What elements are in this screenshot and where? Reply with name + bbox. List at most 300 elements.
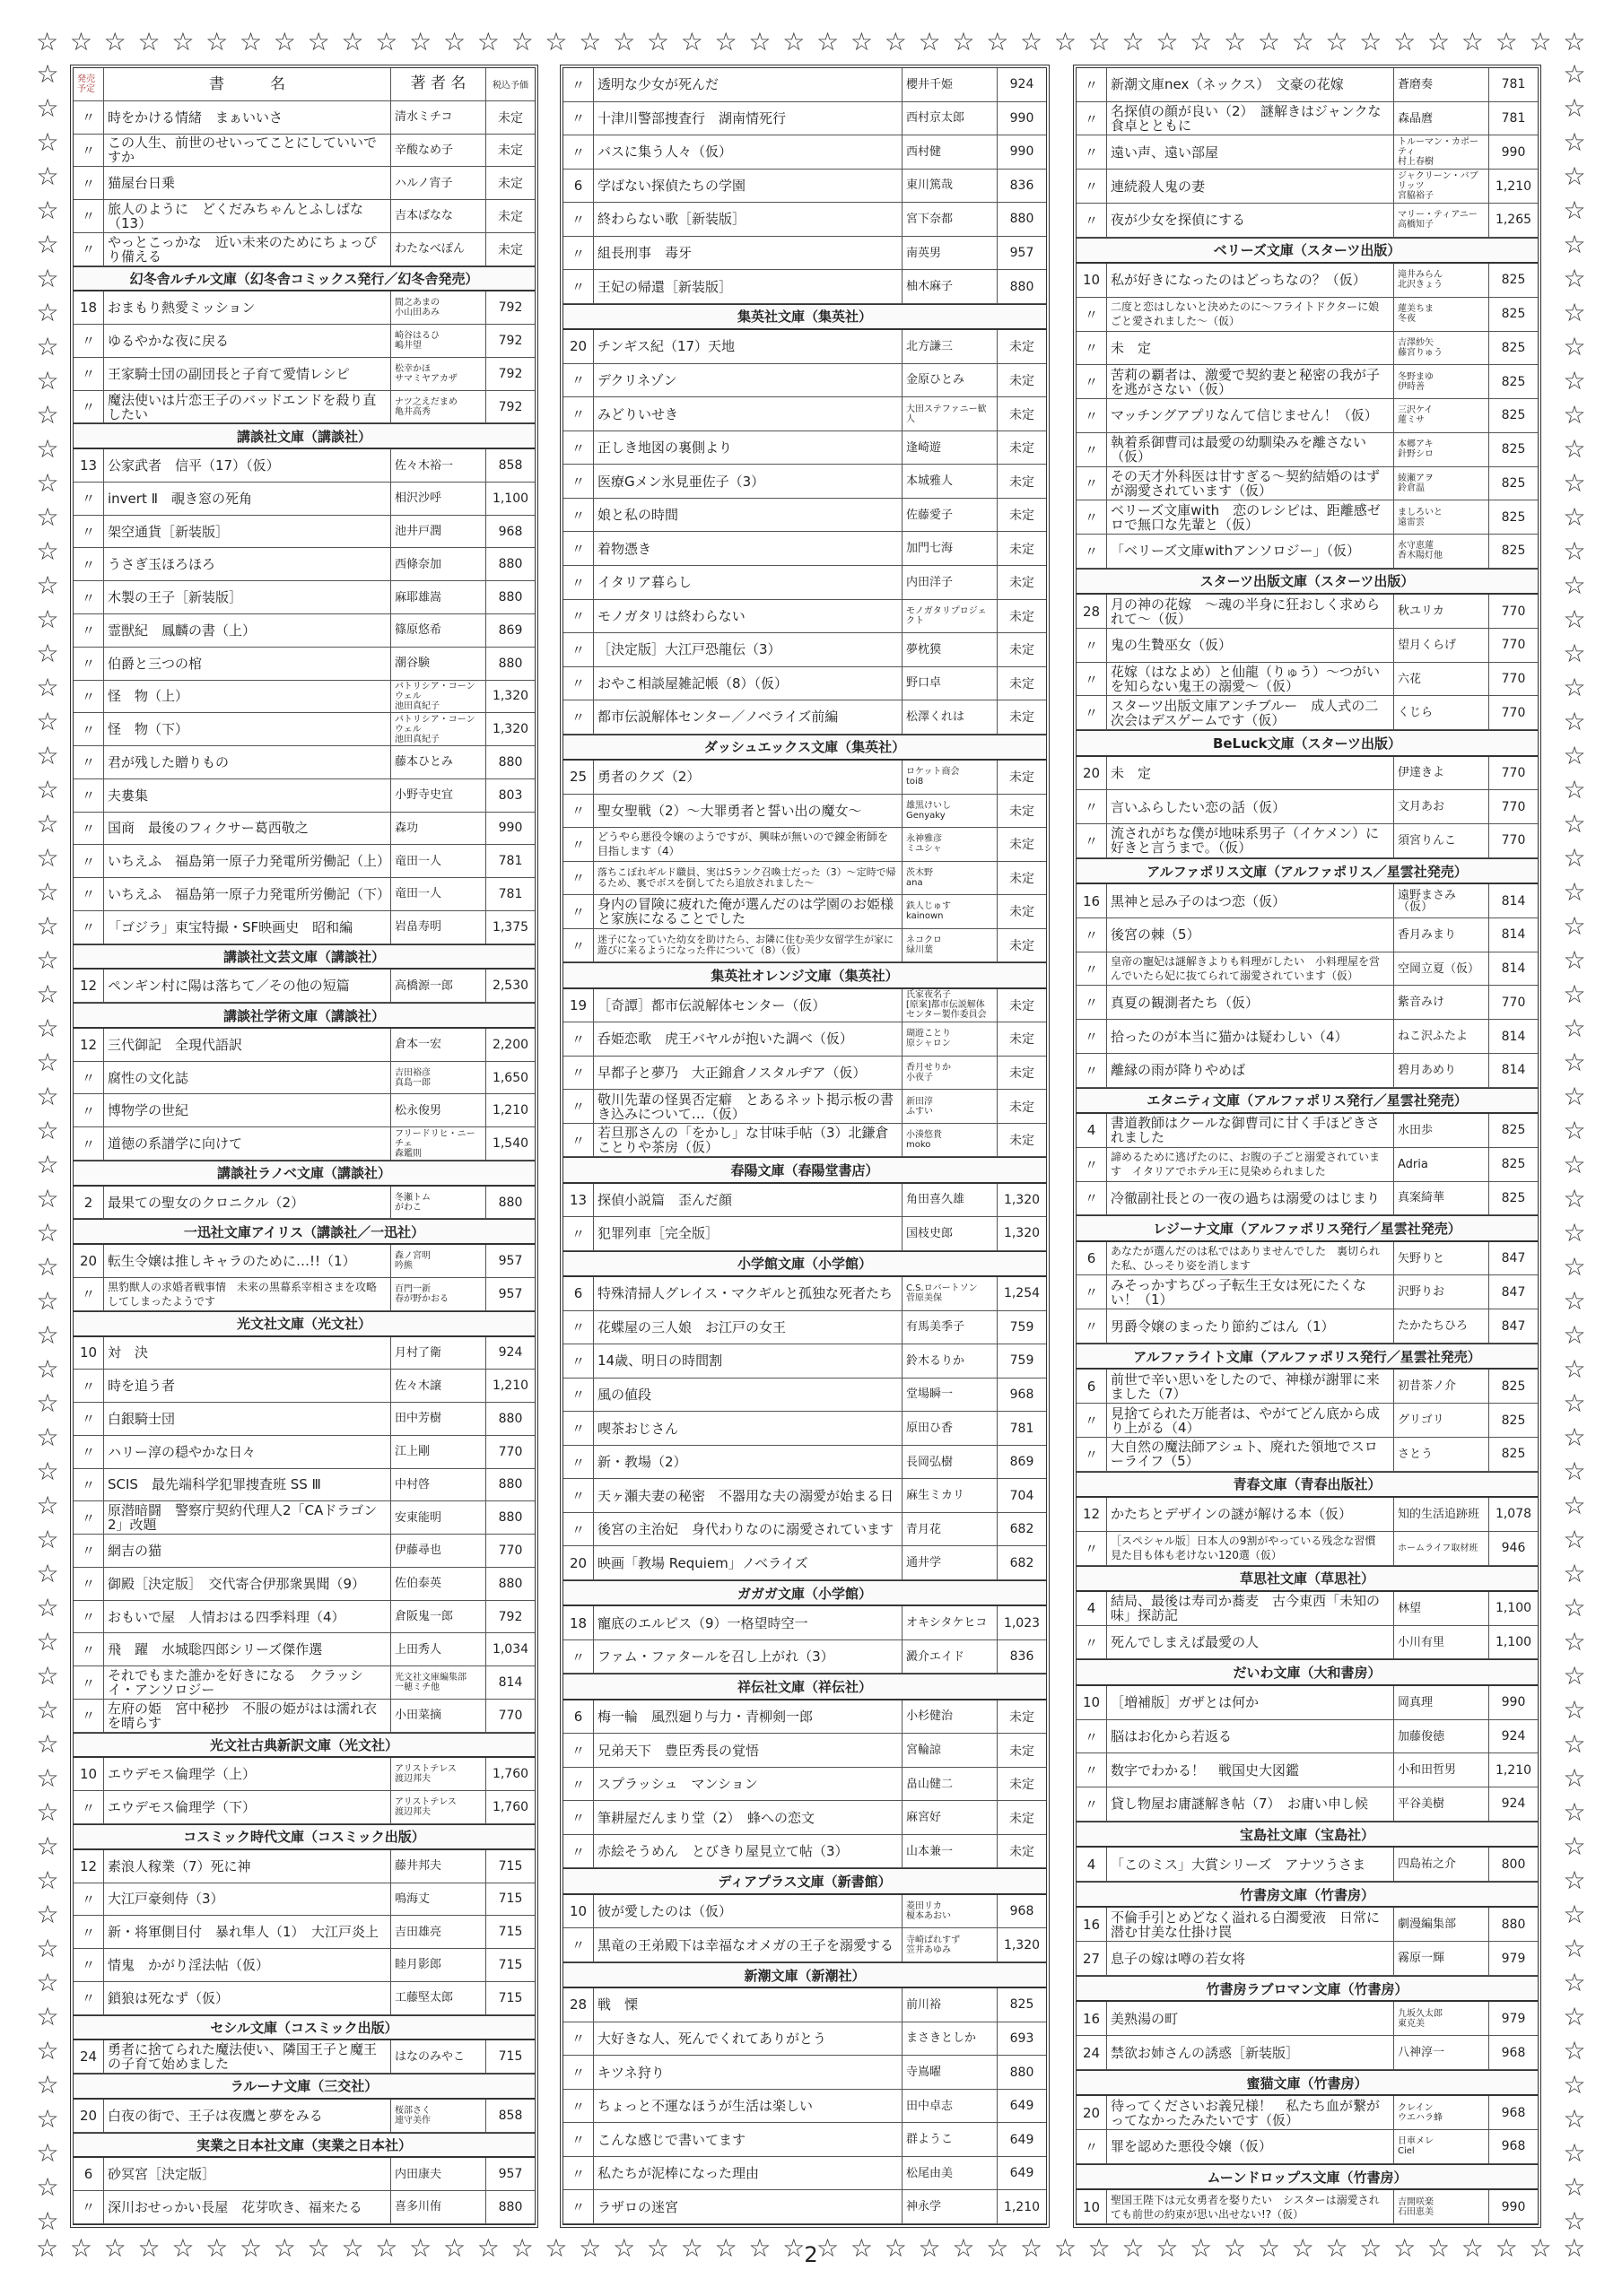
book-title: いちえふ 福島第一原子力発電所労働記（下）	[104, 878, 391, 910]
author-name: フリードリヒ・ニーチェ 森鑑則	[391, 1127, 486, 1160]
release-date: 〃	[1077, 629, 1107, 662]
book-row	[74, 614, 535, 648]
author-name: 氏家夜名子 [原案]都市伝説解体センター製作委員会	[903, 989, 998, 1022]
release-date: 〃	[74, 845, 104, 877]
book-title: 深川おせっかい長屋 花芽吹き、福来たる	[104, 2191, 391, 2223]
star-icon: ☆	[782, 2233, 806, 2263]
author-name: 倉本一宏	[391, 1029, 486, 1061]
book-title: 時をかける情緒 まぁいいさ	[104, 101, 391, 134]
star-icon: ☆	[510, 27, 534, 57]
author-name: 神永学	[903, 2190, 998, 2223]
release-date: 〃	[563, 600, 594, 633]
author-name: 喜多川侑	[391, 2191, 486, 2223]
book-title: 国商 最後のフィクサー葛西敬之	[104, 813, 391, 845]
book-row	[1077, 1942, 1538, 1976]
release-date: 〃	[1077, 535, 1107, 568]
author-name: 竜田一人	[391, 845, 486, 877]
book-title: 透明な少女が死んだ	[594, 68, 903, 101]
book-row	[74, 1029, 535, 1062]
author-name: 松澤くれは	[903, 700, 998, 734]
book-row	[74, 1883, 535, 1917]
release-date: 〃	[563, 1090, 594, 1123]
star-icon: ☆	[579, 27, 602, 57]
book-title: 十津川警部捜査行 湖南情死行	[594, 102, 903, 135]
book-title: 皇帝の寵妃は謎解きよりも料理がしたい 小料理屋を営んでいたら妃に抜てられて溺愛されています（仮）	[1107, 952, 1394, 986]
book-title: 王家騎士団の副団長と子育て愛情レシピ	[104, 358, 391, 390]
release-date: 〃	[74, 648, 104, 680]
star-icon: ☆	[476, 27, 500, 57]
release-date: 〃	[563, 270, 594, 303]
author-name: 寺嶌曜	[903, 2056, 998, 2089]
star-icon: ☆	[36, 1320, 59, 1350]
author-name: オキシタケヒコ	[903, 1606, 998, 1639]
price: 968	[1009, 1387, 1034, 1402]
star-icon: ☆	[1563, 639, 1586, 668]
author-name: 松尾由美	[903, 2157, 998, 2190]
release-date: 〃	[1077, 399, 1107, 432]
book-row	[1077, 595, 1538, 629]
author-name: 藤本ひとみ	[391, 746, 486, 778]
book-title: スプラッシュ マンション	[594, 1768, 903, 1801]
star-icon: ☆	[850, 2233, 873, 2263]
book-row	[74, 291, 535, 325]
book-title: 流されがちな僕が地味系男子（イケメン）に好きと言うまで。（仮）	[1107, 824, 1394, 857]
book-row	[563, 1801, 1046, 1835]
price: 649	[1009, 2099, 1034, 2114]
release-date: 〃	[1077, 986, 1107, 1019]
book-row	[74, 358, 535, 391]
price: 825	[1501, 273, 1526, 288]
book-row	[563, 700, 1046, 735]
book-row	[74, 970, 535, 1003]
price: 880	[498, 1510, 523, 1526]
author-name: 岩畠寿明	[391, 911, 486, 944]
price: 836	[1009, 178, 1034, 193]
release-date: 〃	[563, 203, 594, 236]
star-icon: ☆	[1563, 536, 1586, 566]
author-name: 秋ユリカ	[1394, 595, 1489, 628]
price: 1,320	[492, 722, 529, 737]
book-title: 私たちが泥棒になった理由	[594, 2157, 903, 2190]
release-date: 〃	[563, 2056, 594, 2089]
book-title: 黒神と忌み子のはつ恋（仮）	[1107, 884, 1394, 918]
release-date: 〃	[1077, 1182, 1107, 1215]
book-row	[563, 2157, 1046, 2191]
star-icon: ☆	[36, 434, 59, 464]
price: 未定	[1009, 1744, 1034, 1759]
book-row	[563, 1184, 1046, 1218]
price: 781	[498, 854, 523, 869]
author-name: 田中卓志	[903, 2090, 998, 2123]
release-date: 〃	[1077, 500, 1107, 534]
author-name: 西條奈加	[391, 548, 486, 580]
price: 未定	[498, 209, 523, 224]
price: 825	[1501, 442, 1526, 457]
release-date: 6	[563, 1277, 594, 1310]
star-icon: ☆	[36, 2138, 59, 2168]
book-row	[1077, 1438, 1538, 1472]
book-row	[1077, 663, 1538, 697]
book-row	[563, 1768, 1046, 1802]
author-name: 沢野りお	[1394, 1275, 1489, 1309]
author-name: 矢野りと	[1394, 1242, 1489, 1275]
release-date: 〃	[563, 2157, 594, 2190]
book-row	[563, 761, 1046, 795]
star-icon: ☆	[1563, 298, 1586, 327]
star-icon: ☆	[307, 27, 330, 57]
star-icon: ☆	[1563, 1048, 1586, 1077]
release-date: 〃	[74, 1501, 104, 1534]
release-date: 20	[563, 330, 594, 363]
book-title: 王妃の帰還［新装版］	[594, 270, 903, 303]
price: 1,034	[492, 1642, 529, 1657]
book-row	[74, 746, 535, 779]
author-name: 水田歩	[1394, 1114, 1489, 1147]
book-row	[74, 878, 535, 911]
book-row	[74, 101, 535, 135]
price: 未定	[1009, 998, 1034, 1013]
price: 825	[1501, 1190, 1526, 1205]
publisher-section-header: 集英社オレンジ文庫（集英社）	[563, 962, 1046, 988]
page-number: 2	[804, 2242, 818, 2267]
price: 968	[1501, 2105, 1526, 2120]
price: 682	[1009, 1522, 1034, 1537]
price: 1,210	[492, 1103, 529, 1118]
release-date: 〃	[74, 167, 104, 199]
release-date: 13	[74, 449, 104, 482]
book-row	[74, 1469, 535, 1502]
book-title: ペンギン村に陽は落ちて／その他の短篇	[104, 970, 391, 1002]
price: 未定	[1009, 643, 1034, 658]
publisher-section-header: BeLuck文庫（スターツ出版）	[1077, 730, 1538, 756]
star-icon: ☆	[1563, 230, 1586, 259]
release-date: 〃	[563, 532, 594, 565]
book-row	[563, 2022, 1046, 2057]
author-name: 麻宮好	[903, 1801, 998, 1834]
star-icon: ☆	[36, 673, 59, 702]
release-date: 〃	[563, 2090, 594, 2123]
book-title: 大江戸豪剣侍（3）	[104, 1883, 391, 1916]
release-date: 〃	[563, 1768, 594, 1801]
author-name: 日車メレ Ciel	[1394, 2130, 1489, 2163]
release-date: 12	[74, 1850, 104, 1883]
star-icon: ☆	[36, 1082, 59, 1111]
price: 814	[498, 1675, 523, 1691]
price: 880	[498, 1195, 523, 1210]
star-icon: ☆	[1563, 366, 1586, 396]
book-row	[1077, 170, 1538, 204]
release-date: 10	[74, 1758, 104, 1790]
book-row	[74, 2158, 535, 2191]
book-title: 霊獣紀 鳳麟の書（上）	[104, 614, 391, 647]
release-date: 〃	[1077, 1309, 1107, 1343]
price: 825	[1009, 1997, 1034, 2013]
star-icon: ☆	[36, 843, 59, 873]
book-title: ［奇譚］都市伝説解体センター（仮）	[594, 989, 903, 1022]
book-row	[1077, 467, 1538, 501]
star-icon: ☆	[1495, 27, 1518, 57]
author-name: 文月あお	[1394, 790, 1489, 823]
author-name: 紫音みけ	[1394, 986, 1489, 1019]
star-icon: ☆	[171, 2233, 195, 2263]
price: 957	[498, 1286, 523, 1301]
price: 957	[498, 2167, 523, 2182]
star-icon: ☆	[36, 1627, 59, 1657]
book-title: 私が好きになったのはどっちなの？（仮）	[1107, 264, 1394, 297]
publisher-section-header: 講談社文庫（講談社）	[74, 423, 535, 449]
publisher-section-header: 青春文庫（青春出版社）	[1077, 1472, 1538, 1498]
book-row	[74, 548, 535, 581]
star-icon: ☆	[69, 2233, 92, 2263]
release-date: 〃	[74, 516, 104, 548]
release-date: 20	[74, 2100, 104, 2132]
star-icon: ☆	[36, 1797, 59, 1827]
price: 1,760	[492, 1800, 529, 1815]
book-title: こんな感じで書いてます	[594, 2123, 903, 2156]
book-title: 映画「教場 Requiem」ノベライズ	[594, 1546, 903, 1579]
star-icon: ☆	[1563, 1831, 1586, 1861]
release-date: 10	[1077, 2190, 1107, 2223]
release-date: 18	[74, 291, 104, 324]
price: 1,320	[492, 689, 529, 704]
price: 未定	[1009, 710, 1034, 726]
book-title: 禁欲お姉さんの誘惑［新装版］	[1107, 2036, 1394, 2069]
book-row	[563, 1090, 1046, 1124]
release-date: 〃	[563, 566, 594, 599]
release-date: 〃	[1077, 918, 1107, 952]
book-row	[1077, 790, 1538, 824]
book-row	[74, 779, 535, 813]
author-name: ホームライフ取材班	[1394, 1532, 1489, 1565]
star-icon: ☆	[476, 2233, 500, 2263]
book-row	[74, 813, 535, 846]
price: 803	[498, 787, 523, 803]
release-date: 〃	[563, 2190, 594, 2223]
release-date: 6	[563, 1700, 594, 1734]
author-name: Adria	[1394, 1148, 1489, 1181]
book-title: 聖女聖戦（2）〜大罪勇者と誓い出の魔女〜	[594, 795, 903, 828]
author-name: 霧原一輝	[1394, 1942, 1489, 1975]
price: 880	[498, 754, 523, 770]
author-name: 空岡立夏（仮）	[1394, 952, 1489, 986]
author-name: 百門一新 春が野かおる	[391, 1278, 486, 1310]
release-date: 25	[563, 761, 594, 794]
star-border-left	[32, 59, 63, 2237]
release-date: 6	[1077, 1242, 1107, 1275]
book-title: ［スペシャル版］日本人の9割がやっている残念な習慣 見た目も体も老けない120選（仮）	[1107, 1532, 1394, 1565]
author-name: 九坂久太郎 東克美	[1394, 2002, 1489, 2035]
star-icon: ☆	[409, 2233, 432, 2263]
book-row	[563, 203, 1046, 237]
star-icon: ☆	[36, 264, 59, 293]
price: 847	[1501, 1318, 1526, 1334]
release-date: 〃	[563, 1022, 594, 1056]
book-row	[563, 1835, 1046, 1869]
book-row	[1077, 1020, 1538, 1054]
book-title: 見捨てられた万能者は、やがてどん底から成り上がる（4）	[1107, 1404, 1394, 1437]
book-title: 鬼の生贄巫女（仮）	[1107, 629, 1394, 662]
release-date: 27	[1077, 1942, 1107, 1975]
publisher-section-header: 光文社古典新訳文庫（光文社）	[74, 1733, 535, 1759]
book-row	[563, 1988, 1046, 2022]
release-date: 〃	[1077, 102, 1107, 135]
release-date: 〃	[563, 795, 594, 828]
book-title: 書道教師はクールな御曹司に甘く手ほどきされました	[1107, 1114, 1394, 1147]
author-name: 角田喜久雄	[903, 1184, 998, 1217]
book-row	[74, 167, 535, 200]
price: 715	[498, 1892, 523, 1907]
book-title: 「このミス」大賞シリーズ アナツうさま	[1107, 1848, 1394, 1881]
book-row	[1077, 1182, 1538, 1216]
price: 未定	[1009, 939, 1034, 954]
star-icon: ☆	[850, 27, 873, 57]
price: 990	[498, 821, 523, 836]
book-title: どうやら悪役令嬢のようですが、興味が無いので錬金術師を目指します（4）	[594, 828, 903, 861]
author-name: 吉田裕彦 真島一郎	[391, 1062, 486, 1094]
book-row	[1077, 332, 1538, 366]
release-date: 〃	[74, 358, 104, 390]
price: 未定	[498, 144, 523, 159]
book-row	[563, 532, 1046, 566]
price: 1,265	[1495, 213, 1532, 228]
release-date: 〃	[74, 581, 104, 613]
book-title: 数字でわかる！ 戦国史大図鑑	[1107, 1753, 1394, 1787]
star-icon: ☆	[1563, 1218, 1586, 1248]
book-row	[74, 845, 535, 878]
book-title: 対 決	[104, 1337, 391, 1370]
book-row	[74, 449, 535, 483]
release-date: 〃	[1077, 332, 1107, 365]
book-row	[1077, 2130, 1538, 2164]
price: 880	[498, 656, 523, 671]
release-date: 〃	[1077, 467, 1107, 500]
price: 770	[1501, 705, 1526, 720]
price: 770	[498, 1543, 523, 1558]
release-date: 〃	[563, 1640, 594, 1674]
author-name: 麻耶雄嵩	[391, 581, 486, 613]
book-title: 諦めるために逃げたのに、お腹の子ごと溺愛されています イタリアでホテル王に見染められました	[1107, 1148, 1394, 1181]
author-name: 月村了衛	[391, 1337, 486, 1370]
star-icon: ☆	[36, 2070, 59, 2100]
author-name: 小野寺史宜	[391, 779, 486, 812]
price: 968	[1501, 2045, 1526, 2060]
book-title: 苦莉の覇者は、激愛で契約妻と秘密の我が子を逃がさない（仮）	[1107, 365, 1394, 398]
book-row	[563, 633, 1046, 667]
author-name: 寺崎ぱれすず 笠井あゆみ	[903, 1928, 998, 1961]
book-title: 執着系御曹司は最愛の幼馴染みを離さない（仮）	[1107, 433, 1394, 466]
star-icon: ☆	[36, 707, 59, 736]
book-title: 原潜暗闘 警察庁契約代理人2「CAドラゴン2」改題	[104, 1501, 391, 1534]
author-name: 佐々木裕一	[391, 449, 486, 482]
book-row	[74, 233, 535, 266]
price: 990	[1501, 2199, 1526, 2214]
book-row	[563, 828, 1046, 862]
star-icon: ☆	[36, 775, 59, 804]
release-date: 〃	[74, 1982, 104, 2014]
publisher-section-header: ディアプラス文庫（新書館）	[563, 1868, 1046, 1894]
star-icon: ☆	[1563, 196, 1586, 225]
star-icon: ☆	[1563, 2070, 1586, 2100]
star-icon: ☆	[1461, 27, 1484, 57]
book-title: invert Ⅱ 覗き窓の死角	[104, 483, 391, 515]
publisher-section-header: 竹書房文庫（竹書房）	[1077, 1882, 1538, 1908]
book-row	[74, 325, 535, 358]
release-date: 〃	[563, 1344, 594, 1378]
author-name: わたなべぽん	[391, 233, 486, 265]
star-icon: ☆	[69, 27, 92, 57]
release-date: 〃	[563, 237, 594, 270]
author-name: C.S.ロバートソン 菅原美保	[903, 1277, 998, 1310]
price: 792	[498, 300, 523, 316]
star-icon: ☆	[36, 161, 59, 191]
price: 1,760	[492, 1767, 529, 1782]
star-icon: ☆	[1121, 2233, 1145, 2263]
star-icon: ☆	[918, 2233, 941, 2263]
publisher-section-header: コスミック時代文庫（コスミック出版）	[74, 1824, 535, 1850]
book-title: 娘と私の時間	[594, 499, 903, 532]
publisher-section-header: 新潮文庫（新潮社）	[563, 1962, 1046, 1988]
book-title: 道徳の系譜学に向けて	[104, 1127, 391, 1160]
book-row	[563, 895, 1046, 929]
price: 1,210	[1495, 178, 1532, 194]
price: 1,210	[1495, 1762, 1532, 1778]
release-date: 18	[563, 1606, 594, 1639]
release-date: 〃	[74, 1666, 104, 1699]
book-title: 冷徹副社長との一夜の過ちは溺愛のはじまり	[1107, 1182, 1394, 1215]
book-title: 喫茶おじさん	[594, 1412, 903, 1445]
author-name: 逢崎遊	[903, 431, 998, 465]
release-date: 〃	[1077, 298, 1107, 331]
author-name: 金原ひとみ	[903, 364, 998, 397]
author-name: 中村啓	[391, 1469, 486, 1501]
price: 825	[1501, 475, 1526, 491]
star-icon: ☆	[1563, 741, 1586, 770]
book-title: かたちとデザインの謎が解ける本（仮）	[1107, 1498, 1394, 1531]
star-icon: ☆	[1563, 1150, 1586, 1179]
author-name: 本城雅人	[903, 465, 998, 498]
book-row	[74, 1633, 535, 1666]
release-date: 〃	[563, 1446, 594, 1479]
book-title: あなたが選んだのは私ではありませんでした 裏切られた私、ひっそり姿を消します	[1107, 1242, 1394, 1275]
release-date: 〃	[1077, 1404, 1107, 1437]
price: 715	[498, 1990, 523, 2005]
book-title: 死んでしまえば最愛の人	[1107, 1626, 1394, 1659]
release-date: 24	[74, 2040, 104, 2073]
price: 781	[1501, 111, 1526, 126]
publisher-section-header: スターツ出版文庫（スターツ出版）	[1077, 569, 1538, 595]
price: 825	[1501, 307, 1526, 322]
book-row	[563, 1479, 1046, 1513]
price: 924	[1009, 77, 1034, 92]
price: 未定	[1009, 1845, 1034, 1860]
release-date: 〃	[74, 135, 104, 167]
book-title: 天ヶ瀬夫妻の秘密 不器用な夫の溺愛が始まる日	[594, 1479, 903, 1512]
release-date: 〃	[74, 1370, 104, 1402]
book-title: 黒豹獣人の求婚者戦事情 未来の黒幕系宰相さまを攻略してしまったようです	[104, 1278, 391, 1310]
release-date: 10	[563, 1895, 594, 1928]
star-icon: ☆	[205, 2233, 229, 2263]
star-icon: ☆	[816, 27, 840, 57]
price: 869	[1009, 1455, 1034, 1470]
author-name: 池井戸潤	[391, 516, 486, 548]
star-icon: ☆	[952, 27, 975, 57]
star-icon: ☆	[782, 27, 806, 57]
release-date: 〃	[74, 391, 104, 423]
author-name: 内田洋子	[903, 566, 998, 599]
book-row	[74, 1916, 535, 1949]
book-title: 鎖狼は死なず（仮）	[104, 1982, 391, 2014]
book-row	[74, 1666, 535, 1700]
